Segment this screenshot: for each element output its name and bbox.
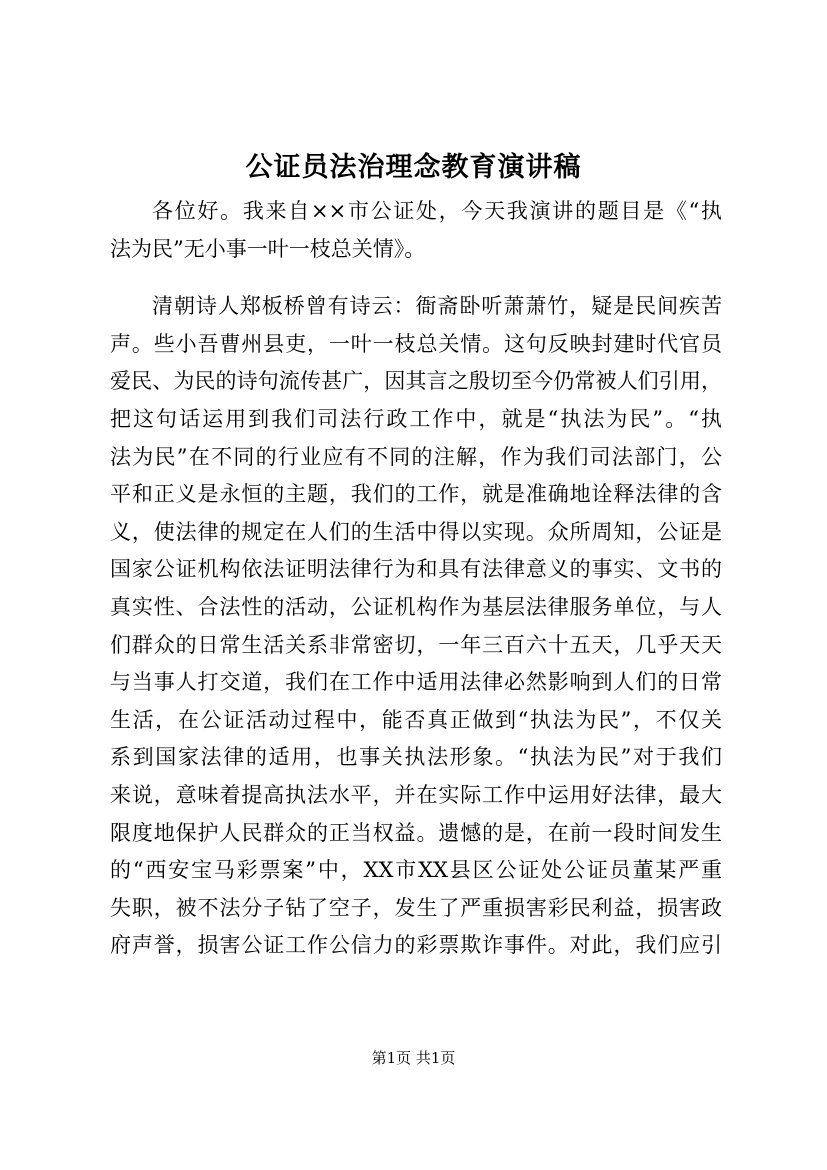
page-footer: 第1页 共1页: [371, 1049, 456, 1067]
text-line: 的“西安宝马彩票案”中，XX市XX县区公证处公证员董某严重: [110, 858, 722, 883]
text-line: 把这句话运用到我们司法行政工作中，就是“执法为民”。“执: [110, 406, 722, 431]
paragraph: [110, 288, 722, 965]
text-line: 声。些小吾曹州县吏，一叶一枝总关情。这句反映封建时代官员: [110, 331, 722, 356]
text-line: 国家公证机构依法证明法律行为和具有法律意义的事实、文书的: [110, 557, 722, 582]
text-line: 们群众的日常生活关系非常密切，一年三百六十五天，几乎天天: [110, 632, 722, 657]
text-line: 法为民”在不同的行业应有不同的注解，作为我们司法部门，公: [110, 444, 722, 469]
text-line: 真实性、合法性的活动，公证机构作为基层法律服务单位，与人: [110, 594, 722, 619]
text-line: 爱民、为民的诗句流传甚广，因其言之殷切至今仍常被人们引用，: [110, 369, 722, 394]
text-line: 府声誉，损害公证工作公信力的彩票欺诈事件。对此，我们应引: [110, 933, 722, 958]
document-body: [110, 193, 722, 965]
text-line: 来说，意味着提高执法水平，并在实际工作中运用好法律，最大: [110, 782, 722, 807]
paragraph: [110, 193, 722, 268]
text-line: 平和正义是永恒的主题，我们的工作，就是准确地诠释法律的含: [110, 482, 722, 507]
paragraph-gap: [110, 268, 722, 288]
text-line: 系到国家法律的适用，也事关执法形象。“执法为民”对于我们: [110, 745, 722, 770]
text-line: 失职，被不法分子钻了空子，发生了严重损害彩民利益，损害政: [110, 895, 722, 920]
text-line: 法为民”无小事一叶一枝总关情》。: [110, 236, 426, 261]
document-title: 公证员法治理念教育演讲稿: [245, 152, 582, 183]
text-line: 义，使法律的规定在人们的生活中得以实现。众所周知，公证是: [110, 519, 722, 544]
text-line: 限度地保护人民群众的正当权益。遗憾的是，在前一段时间发生: [110, 820, 722, 845]
text-line: 清朝诗人郑板桥曾有诗云：衙斋卧听萧萧竹，疑是民间疾苦: [152, 294, 722, 319]
text-line: 与当事人打交道，我们在工作中适用法律必然影响到人们的日常: [110, 670, 722, 695]
text-line: 各位好。我来自××市公证处，今天我演讲的题目是《“执: [152, 199, 722, 223]
text-line: 生活，在公证活动过程中，能否真正做到“执法为民”，不仅关: [110, 707, 722, 732]
